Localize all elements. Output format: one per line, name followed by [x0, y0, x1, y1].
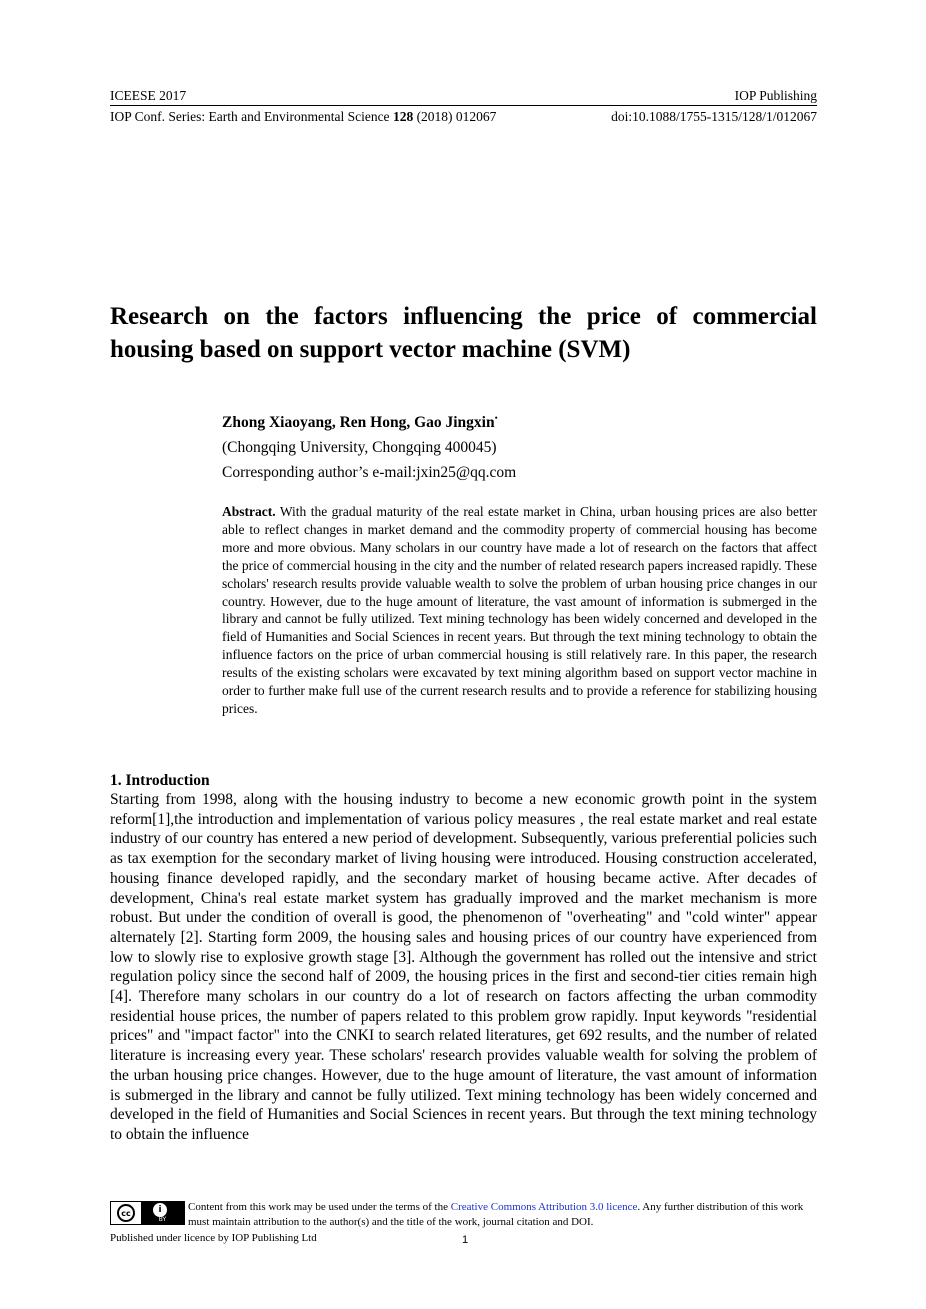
abstract-label: Abstract. [222, 504, 276, 519]
volume-number: 128 [392, 109, 414, 124]
corresponding-marker: • [494, 413, 498, 423]
paper-title: Research on the factors influencing the price of commercial housing based on support vector machine (SVM) [110, 303, 817, 363]
doi: doi:10.1088/1755-1315/128/1/012067 [611, 109, 817, 124]
published-notice: Published under licence by IOP Publishing Ltd [110, 1232, 317, 1244]
running-header-top [110, 88, 817, 106]
affiliation: (Chongqing University, Chongqing 400045) [222, 439, 497, 457]
license-link[interactable]: Creative Commons Attribution 3.0 licence [450, 1201, 638, 1213]
attribution-person-icon: i [153, 1203, 167, 1217]
cc-icon: cc [117, 1204, 135, 1222]
cc-by-logo [110, 1201, 185, 1225]
author-names: Zhong Xiaoyang, Ren Hong, Gao Jingxin• [222, 413, 498, 432]
series-info: IOP Conf. Series: Earth and Environmental Science 128 (2018) 012067 [110, 109, 497, 124]
running-header-bottom [110, 109, 817, 125]
abstract [222, 503, 817, 718]
introduction-text: Starting from 1998, along with the housing industry to become a new economic growth point in the system reform[1],the introduction and implementation of various policy measures , the real estate market and real estate industry of our country has entered a new period of development. Subsequently, various preferential policies such as tax exemption for the secondary market of living housing were introduced. Housing construction accelerated, housing finance developed rapidly, and the secondary market of housing became active. After decades of development, China's real estate market system has gradually improved and the market mechanism is more robust. But under the condition of overall is good, the phenomenon of "overheating" and "cold winter" appear alternately [2]. Starting form 2009, the housing sales and housing prices of our country have experienced from low to slowly rise to explosive growth stage [3]. Although the government has rolled out the intensive and strict regulation policy since the second half of 2009, the housing prices in the first and second-tier cities remain high [4]. Therefore many scholars in our country do a lot of research on factors affecting the urban commodity residential house prices, the number of papers related to this problem grow rapidly. Input keywords "residential prices" and "impact factor" into the CNKI to search related literatures, get 692 results, and the number of related literature is increasing every year. These scholars' research provides valuable wealth for solving the problem of the urban housing price changes. However, due to the huge amount of literature, the vast amount of information is submerged in the library and cannot be fully utilized. Text mining technology has been widely concerned and developed in the field of Humanities and Social Sciences in recent years. But through the text mining technology to obtain the influence [110, 791, 817, 1143]
section-heading: 1. Introduction [110, 772, 210, 789]
author-block [222, 406, 817, 485]
conference-name: ICEESE 2017 [110, 88, 187, 103]
abstract-text: With the gradual maturity of the real estate market in China, urban housing prices are also better able to reflect changes in market demand and the commodity property of commercial housing has become more and more obvious. Many scholars in our country have made a lot of research on the factors that affect the price of commercial housing in the city and the number of related research papers increased rapidly. These scholars' research results provide valuable wealth to solve the problem of urban housing price changes in our country. However, due to the huge amount of literature, the vast amount of information is submerged in the library and cannot be fully utilized. Text mining technology has been widely concerned and developed in the field of Humanities and Social Sciences in recent years. But through the text mining technology to obtain the influence factors on the price of urban commercial housing is still relatively rare. In this paper, the research results of the existing scholars were excavated by text mining algorithm based on support vector machine in order to further make full use of the current research results and to provide a reference for stabilizing housing prices. [222, 504, 817, 716]
license-notice: Content from this work may be used under the terms of the Creative Commons Attribution 3.0 licence. Any further distribution of this work must maintain attribution to the author(s) and the title of the work, journal citation and DOI. [188, 1201, 804, 1228]
corresponding-email: Corresponding author’s e-mail:jxin25@qq.com [222, 464, 517, 482]
by-label: BY [158, 1216, 167, 1223]
page-number: 1 [462, 1234, 469, 1246]
publisher-name: IOP Publishing [734, 88, 817, 103]
